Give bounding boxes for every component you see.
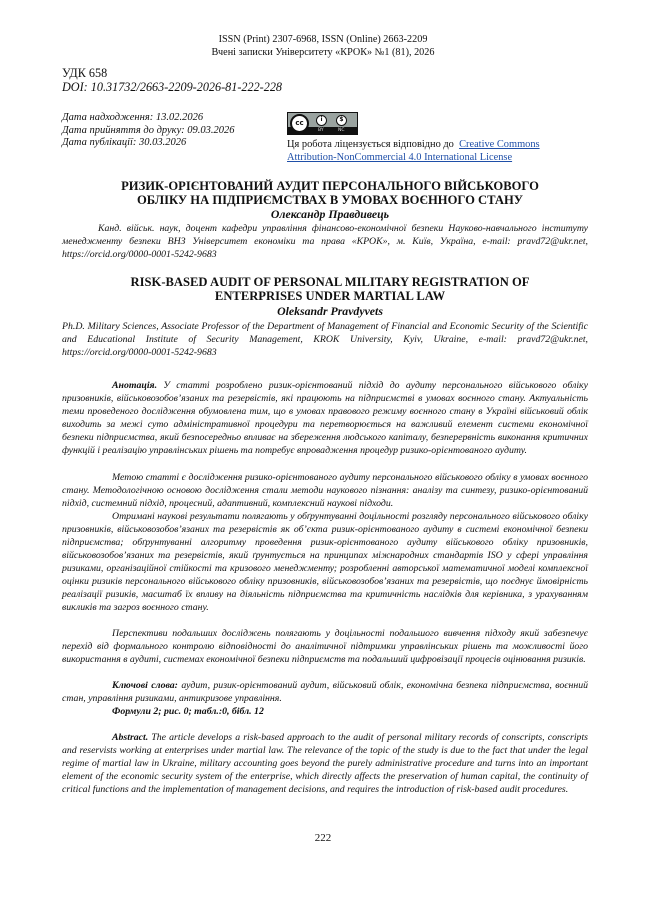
page-number: 222	[314, 832, 332, 844]
affiliation-ua	[62, 222, 588, 261]
date-accepted: Дата прийняття до друку: 09.03.2026	[62, 124, 235, 136]
license-link-line1[interactable]: Creative Commons	[459, 139, 540, 150]
formulas-line	[62, 705, 588, 718]
author-ua: Олександр Правдивець	[270, 207, 390, 221]
journal-name: Вчені записки Університету «КРОК» №1 (81), 2026	[211, 46, 435, 58]
title-ua-line1: РИЗИК-ОРІЄНТОВАНИЙ АУДИТ ПЕРСОНАЛЬНОГО ВІЙСЬКОВОГО	[121, 179, 539, 193]
date-received: Дата надходження: 13.02.2026	[62, 112, 204, 123]
author-en: Oleksandr Pravdyvets	[277, 304, 383, 318]
license-notice	[287, 138, 540, 164]
title-en	[60, 276, 600, 303]
affiliation-ua-text: Канд. військ. наук, доцент кафедри управління фінансово-економічної безпеки Науково-навчального інституту менеджменту безпеки ВНЗ Університет економіки та права «КРОК», м. Київ, Україна, e-mail: pravd72@ukr.net, https://orcid.org/0000-0001-5242-9683	[62, 223, 588, 260]
keywords-text: аудит, ризик-орієнтований аудит, військовий облік, економічна безпека підприємства, воєнний стан, управління ризиками, антикризове управління.	[62, 680, 589, 704]
title-ua	[60, 180, 600, 207]
annotation-text-1: У статті розроблено ризик-орієнтований підхід до аудиту персонального військового обліку призовників, військовозобов’язаних та резервістів, які працюють на підприємстві в умовах воєнного стану. Актуальність теми проведеного дослідження обумовлена тим, що в умовах правового режиму воєнного стану в Україні військовий облік виходить за межі суто адміністративної процедури та перетворюється на важливий елемент системи економічної безпеки підприємства, який безпосередньо впливає на збереження людського капіталу, безперервність виконання критичних функцій і реалізацію управлінських рішень та потребує впровадження процедур ризико-орієнтованого аудиту.	[62, 380, 588, 456]
license-text: Ця робота ліцензується відповідно до	[287, 139, 454, 150]
cc-by-nc-badge[interactable]	[287, 112, 358, 135]
annotation-text-3: Отримані наукові результати полягають у обґрунтуванні доцільності розгляду персонального військового обліку призовників, військовозобов’язаних та резервістів як об’єкта ризик-орієнтованого аудиту в системі економічної безпеки підприємства; обґрунтуванні алгоритму проведення ризик-орієнтованого аудиту військового обліку призовників, військовозобов’язаних та резервістів, який ґрунтується на принципах міжнародних стандартів ISO у сфері управління ризиками, організаційної стійкості та кризового менеджменту; розробленні авторської математичної моделі комплексної оцінки ризиків персонального військового обліку призовників, військовозобов’язаних та резервістів, що поєднує ймовірність реалізації ризиків, масштаб їх впливу на діяльність підприємства та критичність наслідків для керівника, з урахуванням викликів та загроз воєнного стану.	[62, 511, 588, 613]
dates-block	[62, 112, 234, 150]
date-published: Дата публікації: 30.03.2026	[62, 137, 187, 149]
nc-label: NC	[338, 128, 345, 133]
title-ua-line2: ОБЛІКУ НА ПІДПРИЄМСТВАХ В УМОВАХ ВОЄННОГО СТАНУ	[136, 192, 524, 207]
affiliation-en: Ph.D. Military Sciences, Associate Professor of the Department of Management of Financial and Economic Security of the Scientific and Educational Institute of Security Management, KROK University, Kyiv, Ukraine, e-mail: pravd72@ukr.net, https://orcid.org/0000-0001-5242-9683	[62, 321, 588, 358]
annotation-paragraph-2	[62, 471, 588, 510]
udk-code: УДК 658	[62, 66, 108, 80]
attribution-icon: i	[316, 115, 327, 126]
title-en-line2: ENTERPRISES UNDER MARTIAL LAW	[214, 288, 446, 303]
annotation-text-2: Метою статті є дослідження ризико-орієнтованого аудиту персонального військового обліку в умовах воєнного стану. Методологічною основою дослідження стали методи наукового пізнання: аналізу та синтезу, ризико-орієнтований підхід, системний підхід, процесний, адаптивний, комплексний наукові підходи.	[62, 472, 588, 509]
license-link-line2[interactable]: Attribution-NonCommercial 4.0 International License	[287, 152, 513, 164]
by-label: BY	[318, 128, 324, 133]
abstract-label: Abstract.	[112, 732, 149, 743]
annotation-label: Анотація.	[112, 380, 158, 391]
annotation-paragraph-4	[62, 627, 588, 666]
keywords-paragraph	[62, 679, 588, 705]
cc-logo-icon: cc	[290, 114, 309, 133]
formulas-text: Формули 2; рис. 0; табл.:0, бібл. 12	[112, 706, 264, 717]
abstract-paragraph	[62, 731, 588, 796]
annotation-paragraph-1	[62, 379, 588, 457]
journal-header	[0, 34, 646, 59]
abstract-text: The article develops a risk-based approach to the audit of personal military records of conscripts, conscripts and reservists working at enterprises under martial law. The relevance of the topic of the study is due to the fact that under the legal regime of martial law in Ukraine, military accounting goes beyond the purely administrative procedure and turns into an important element of the economic security system of the enterprise, which directly affects the preservation of human capital, the continuity of critical functions and the implementation of management decisions, and requires the introduction of risk-based audit procedures.	[62, 732, 588, 795]
noncommercial-icon: $	[336, 115, 347, 126]
keywords-label: Ключові слова:	[112, 680, 178, 691]
udk-doi-block	[62, 67, 282, 94]
doi: DOI: 10.31732/2663-2209-2026-81-222-228	[62, 79, 283, 94]
annotation-text-4: Перспективи подальших досліджень полягають у доцільності подальшого вивчення підходу який забезпечує перехід від формального контролю відповідності до аналітичної підтримки управлінських рішень та можливості його використання в аудиті, системах економічної безпеки підприємств та подальший цифровізації процесів оцінювання ризиків.	[62, 628, 588, 665]
annotation-paragraph-3	[62, 510, 588, 614]
issn-line: ISSN (Print) 2307-6968, ISSN (Online) 2663-2209	[218, 34, 428, 45]
title-en-line1: RISK-BASED AUDIT OF PERSONAL MILITARY REGISTRATION OF	[130, 275, 530, 289]
